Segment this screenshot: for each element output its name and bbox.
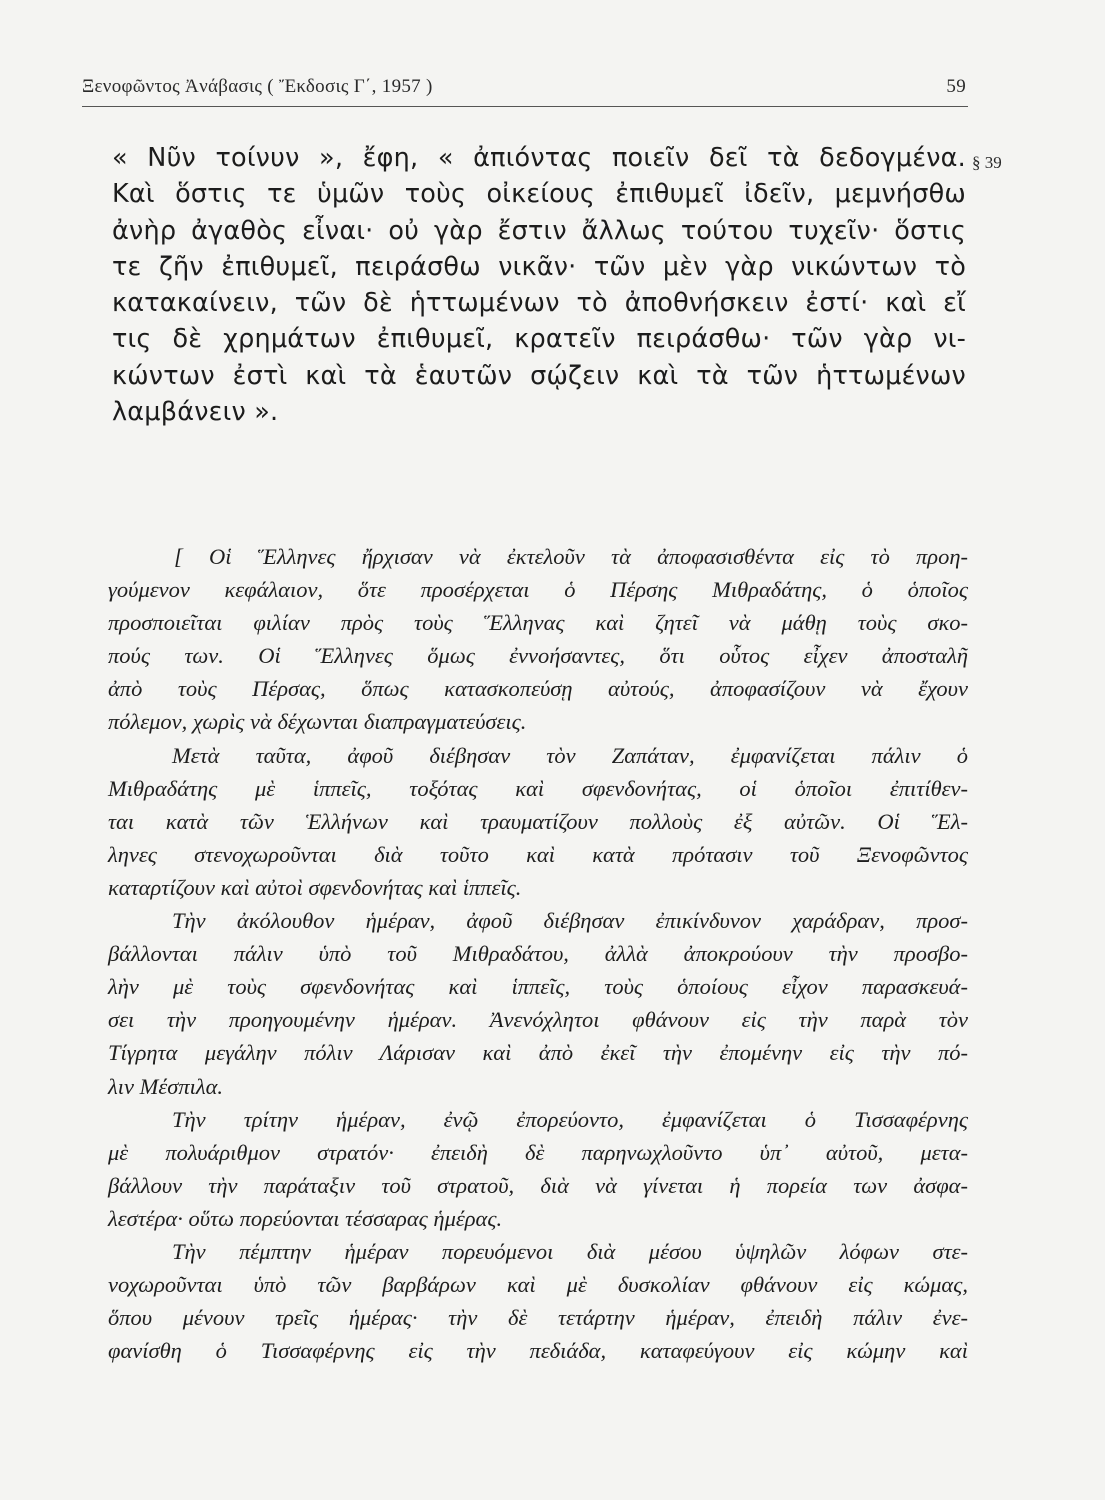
summary-line: γούμενον κεφάλαιον, ὅτε προσέρχεται ὁ Πέρσης Μιθραδάτης, ὁ ὁποῖος: [108, 577, 968, 603]
summary-line: λιν Μέσπιλα.: [108, 1073, 224, 1099]
section-marker: § 39: [972, 153, 1002, 172]
running-header: [82, 74, 966, 104]
summary-line: Μιθραδάτης μὲ ἱππεῖς, τοξότας καὶ σφενδονήτας, οἱ ὁποῖοι ἐπιτίθεν-: [108, 775, 968, 801]
summary-line: Τὴν πέμπτην ἡμέραν πορευόμενοι διὰ μέσου ὑψηλῶν λόφων στε-: [172, 1238, 968, 1264]
summary-line: [ Οἱ Ἕλληνες ἤρχισαν νὰ ἐκτελοῦν τὰ ἀποφασισθέντα εἰς τὸ προη-: [174, 544, 968, 569]
page-number: 59: [946, 76, 966, 97]
summary-line: Μετὰ ταῦτα, ἀφοῦ διέβησαν τὸν Ζαπάταν, ἐμφανίζεται πάλιν ὁ: [172, 742, 968, 768]
summary-line: Τὴν τρίτην ἡμέραν, ἐνῷ ἐπορεύοντο, ἐμφανίζεται ὁ Τισσαφέρνης: [172, 1106, 968, 1132]
ancient-greek-text: [112, 140, 966, 430]
summary-line: προσποιεῖται φιλίαν πρὸς τοὺς Ἕλληνας καὶ ζητεῖ νὰ μάθῃ τοὺς σκο-: [108, 610, 968, 636]
running-title: Ξενοφῶντος Ἀνάβασις ( Ἔκδοσις Γ΄, 1957 ): [82, 76, 433, 97]
summary-line: πόλεμον, χωρὶς νὰ δέχωνται διαπραγματεύσεις.: [108, 709, 527, 735]
greek-line: Καὶ ὅστις τε ὑμῶν τοὺς οἰκείους ἐπιθυμεῖ ἰδεῖν, μεμνήσθω: [112, 179, 966, 210]
summary-line: σει τὴν προηγουμένην ἡμέραν. Ἀνενόχλητοι φθάνουν εἰς τὴν παρὰ τὸν: [108, 1007, 968, 1033]
greek-line: τε ζῆν ἐπιθυμεῖ, πειράσθω νικᾶν· τῶν μὲν γὰρ νικώντων τὸ: [112, 251, 966, 282]
greek-line: τις δὲ χρημάτων ἐπιθυμεῖ, κρατεῖν πειράσθω· τῶν γὰρ νι-: [112, 324, 966, 355]
summary-line: πούς των. Οἱ Ἕλληνες ὅμως ἐννοήσαντες, ὅτι οὗτος εἶχεν ἀποσταλῆ: [108, 643, 968, 669]
summary-line: μὲ πολυάριθμον στρατόν· ἐπειδὴ δὲ παρηνωχλοῦντο ὑπ᾽ αὐτοῦ, μετα-: [108, 1139, 968, 1165]
summary-line: ληνες στενοχωροῦνται διὰ τοῦτο καὶ κατὰ πρότασιν τοῦ Ξενοφῶντος: [108, 841, 968, 867]
summary-line: ται κατὰ τῶν Ἑλλήνων καὶ τραυματίζουν πολλοὺς ἐξ αὐτῶν. Οἱ Ἕλ-: [108, 808, 968, 834]
greek-line: κατακαίνειν, τῶν δὲ ἡττωμένων τὸ ἀποθνήσκειν ἐστί· καὶ εἴ: [112, 288, 966, 319]
summary-line: ὅπου μένουν τρεῖς ἡμέρας· τὴν δὲ τετάρτην ἡμέραν, ἐπειδὴ πάλιν ἐνε-: [108, 1305, 968, 1331]
summary-line: βάλλουν τὴν παράταξιν τοῦ στρατοῦ, διὰ νὰ γίνεται ἡ πορεία των ἀσφα-: [108, 1172, 968, 1198]
summary-line: βάλλονται πάλιν ὑπὸ τοῦ Μιθραδάτου, ἀλλὰ ἀποκρούουν τὴν προσβο-: [108, 941, 968, 967]
greek-line: λαμβάνειν ».: [112, 397, 279, 428]
summary-line: Τίγρητα μεγάλην πόλιν Λάρισαν καὶ ἀπὸ ἐκεῖ τὴν ἐπομένην εἰς τὴν πό-: [108, 1040, 968, 1066]
summary-line: λὴν μὲ τοὺς σφενδονήτας καὶ ἱππεῖς, τοὺς ὁποίους εἶχον παρασκευά-: [108, 974, 968, 1000]
summary-line: λεστέρα· οὕτω πορεύονται τέσσαρας ἡμέρας.: [108, 1205, 503, 1231]
greek-line: κώντων ἐστὶ καὶ τὰ ἑαυτῶν σῴζειν καὶ τὰ τῶν ἡττωμένων: [112, 360, 966, 391]
summary-line: νοχωροῦνται ὑπὸ τῶν βαρβάρων καὶ μὲ δυσκολίαν φθάνουν εἰς κώμας,: [108, 1272, 968, 1298]
summary-line: ἀπὸ τοὺς Πέρσας, ὅπως κατασκοπεύσῃ αὐτούς, ἀποφασίζουν νὰ ἔχουν: [108, 676, 968, 702]
summary-line: φανίσθη ὁ Τισσαφέρνης εἰς τὴν πεδιάδα, καταφεύγουν εἰς κώμην καὶ: [108, 1338, 968, 1364]
greek-line: ἀνὴρ ἀγαθὸς εἶναι· οὐ γὰρ ἔστιν ἄλλως τούτου τυχεῖν· ὅστις: [112, 215, 966, 246]
modern-greek-summary: [108, 540, 968, 1367]
summary-line: καταρτίζουν καὶ αὐτοὶ σφενδονήτας καὶ ἱππεῖς.: [108, 874, 522, 900]
header-rule: [82, 106, 968, 107]
summary-line: Τὴν ἀκόλουθον ἡμέραν, ἀφοῦ διέβησαν ἐπικίνδυνον χαράδραν, προσ-: [172, 908, 968, 934]
greek-line: « Νῦν τοίνυν », ἔφη, « ἀπιόντας ποιεῖν δεῖ τὰ δεδογμένα.: [112, 143, 966, 173]
